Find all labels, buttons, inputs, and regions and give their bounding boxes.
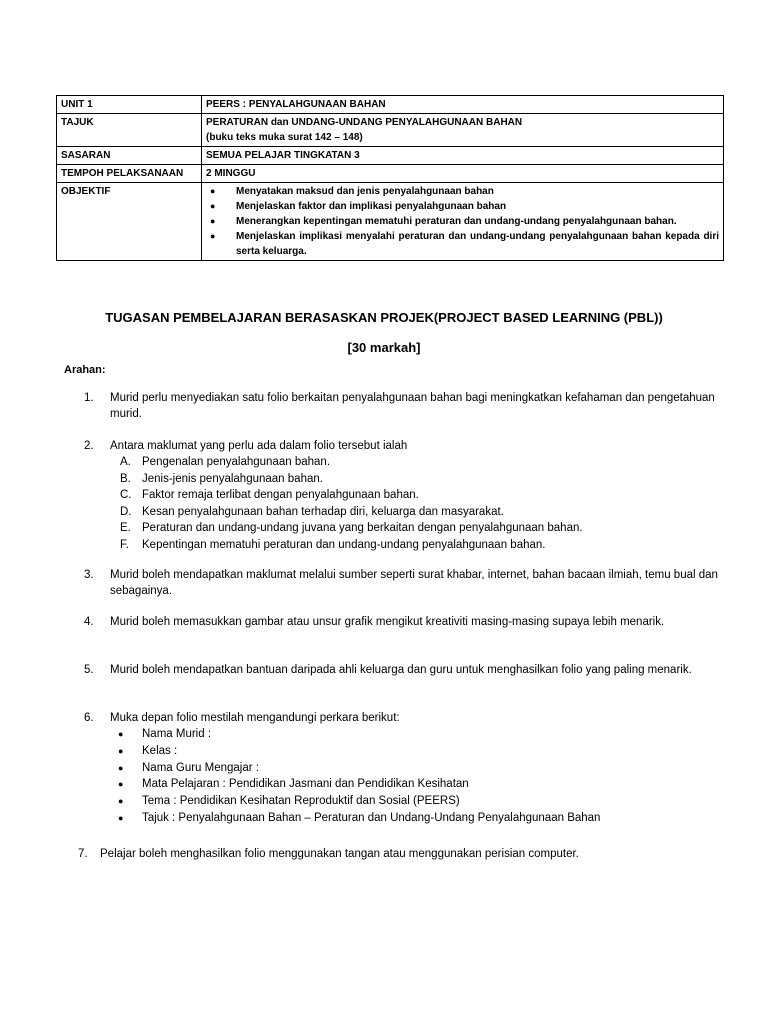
item-number: 6. bbox=[84, 712, 94, 724]
list-item bbox=[84, 662, 724, 678]
sasaran-label: SASARAN bbox=[57, 147, 202, 165]
item-number: 1. bbox=[84, 392, 94, 404]
arahan-heading: Arahan: bbox=[64, 364, 106, 376]
objektif-item: ● Menjelaskan faktor dan implikasi penyalahgunaan bahan bbox=[236, 199, 719, 214]
bullet-icon: ● bbox=[118, 812, 124, 823]
sub-letter: F. bbox=[120, 538, 129, 551]
item-number: 4. bbox=[84, 616, 94, 628]
sub-item bbox=[84, 504, 724, 521]
objektif-label: OBJEKTIF bbox=[57, 183, 202, 261]
item-text: Muka depan folio mestilah mengandungi perkara berikut: bbox=[110, 712, 400, 724]
page-title: TUGASAN PEMBELAJARAN BERASASKAN PROJEK(PROJECT BASED LEARNING (PBL)) bbox=[105, 310, 663, 325]
tempoh-label: TEMPOH PELAKSANAAN bbox=[57, 165, 202, 183]
sub-item bbox=[84, 520, 724, 537]
bullet-text: Tajuk : Penyalahgunaan Bahan – Peraturan dan Undang-Undang Penyalahgunaan Bahan bbox=[142, 811, 601, 824]
sub-text: Jenis-jenis penyalahgunaan bahan. bbox=[142, 472, 323, 485]
list-item bbox=[78, 846, 728, 862]
item-number: 7. bbox=[78, 848, 88, 860]
list-item bbox=[84, 567, 724, 599]
bullet-item bbox=[84, 810, 724, 827]
sasaran-value: SEMUA PELAJAR TINGKATAN 3 bbox=[202, 147, 724, 165]
objektif-item: ● Menyatakan maksud dan jenis penyalahgunaan bahan bbox=[236, 184, 719, 199]
list-item bbox=[84, 614, 724, 630]
marks-label: [30 markah] bbox=[347, 340, 421, 355]
sub-text: Kepentingan mematuhi peraturan dan undang-undang penyalahgunaan bahan. bbox=[142, 538, 546, 551]
bullet-item bbox=[84, 776, 724, 793]
bullet-item bbox=[84, 793, 724, 810]
bullet-text: Nama Guru Mengajar : bbox=[142, 761, 259, 774]
list-item bbox=[84, 390, 724, 422]
item-number: 2. bbox=[84, 440, 94, 452]
item-number: 5. bbox=[84, 664, 94, 676]
table-row bbox=[57, 165, 724, 183]
bullet-text: Tema : Pendidikan Kesihatan Reproduktif dan Sosial (PEERS) bbox=[142, 795, 460, 808]
sub-letter: D. bbox=[120, 505, 132, 518]
bullet-icon: ● bbox=[118, 729, 124, 739]
unit-label: UNIT 1 bbox=[57, 96, 202, 114]
bullet-icon: ● bbox=[118, 796, 124, 807]
bullet-text: Nama Murid : bbox=[142, 728, 212, 740]
sub-text: Kesan penyalahgunaan bahan terhadap diri, keluarga dan masyarakat. bbox=[142, 505, 504, 518]
bullet-text: Kelas : bbox=[142, 744, 178, 757]
sub-letter: E. bbox=[120, 522, 131, 534]
bullet-text: Mata Pelajaran : Pendidikan Jasmani dan Pendidikan Kesihatan bbox=[142, 778, 469, 791]
sub-text: Pengenalan penyalahgunaan bahan. bbox=[142, 456, 331, 468]
sub-text: Faktor remaja terlibat dengan penyalahgunaan bahan. bbox=[142, 489, 419, 501]
objektif-list bbox=[206, 184, 719, 259]
sub-letter: C. bbox=[120, 489, 132, 501]
objektif-item: ● Menerangkan kepentingan mematuhi peraturan dan undang-undang penyalahgunaan bahan. bbox=[236, 214, 719, 229]
info-table bbox=[56, 95, 724, 261]
item-text: Pelajar boleh menghasilkan folio menggunakan tangan atau menggunakan perisian computer. bbox=[100, 848, 579, 860]
sub-letter: B. bbox=[120, 472, 131, 485]
bullet-icon: ● bbox=[118, 779, 124, 790]
bullet-item bbox=[84, 760, 724, 777]
sub-item bbox=[84, 487, 724, 504]
tajuk-value: PERATURAN dan UNDANG-UNDANG PENYALAHGUNAAN BAHAN bbox=[206, 117, 523, 128]
sub-letter: A. bbox=[120, 456, 131, 468]
table-row bbox=[57, 183, 724, 261]
sub-item bbox=[84, 471, 724, 488]
list-item bbox=[84, 710, 724, 827]
sub-item bbox=[84, 454, 724, 471]
table-row bbox=[57, 96, 724, 114]
bullet-item bbox=[84, 726, 724, 743]
objektif-cell bbox=[202, 183, 724, 261]
bullet-item bbox=[84, 743, 724, 760]
tajuk-cell bbox=[202, 114, 724, 147]
table-row bbox=[57, 147, 724, 165]
objektif-item: ● Menjelaskan implikasi menyalahi peraturan dan undang-undang penyalahgunaan bahan kepada diri serta keluarga. bbox=[236, 229, 719, 259]
item-number: 3. bbox=[84, 569, 94, 581]
table-row bbox=[57, 114, 724, 147]
tempoh-value: 2 MINGGU bbox=[202, 165, 724, 183]
list-item bbox=[84, 438, 724, 553]
item-text: Murid boleh mendapatkan maklumat melalui sumber seperti surat khabar, internet, bahan bacaan ilmiah, temu bual dan sebagainya. bbox=[110, 569, 718, 597]
tajuk-reference: (buku teks muka surat 142 – 148) bbox=[206, 132, 363, 143]
item-text: Murid boleh memasukkan gambar atau unsur grafik mengikut kreativiti masing-masing supaya lebih menarik. bbox=[110, 616, 665, 628]
sub-text: Peraturan dan undang-undang juvana yang berkaitan dengan penyalahgunaan bahan. bbox=[142, 522, 583, 534]
item-text: Murid perlu menyediakan satu folio berkaitan penyalahgunaan bahan bagi meningkatkan kefahaman dan pengetahuan murid. bbox=[110, 392, 715, 420]
sub-item bbox=[84, 537, 724, 554]
bullet-icon: ● bbox=[118, 745, 124, 756]
unit-value: PEERS : PENYALAHGUNAAN BAHAN bbox=[202, 96, 724, 114]
bullet-icon: ● bbox=[118, 762, 124, 773]
item-text: Murid boleh mendapatkan bantuan daripada ahli keluarga dan guru untuk menghasilkan folio yang paling menarik. bbox=[110, 664, 692, 676]
tajuk-label: TAJUK bbox=[57, 114, 202, 147]
item-text: Antara maklumat yang perlu ada dalam folio tersebut ialah bbox=[110, 440, 408, 452]
